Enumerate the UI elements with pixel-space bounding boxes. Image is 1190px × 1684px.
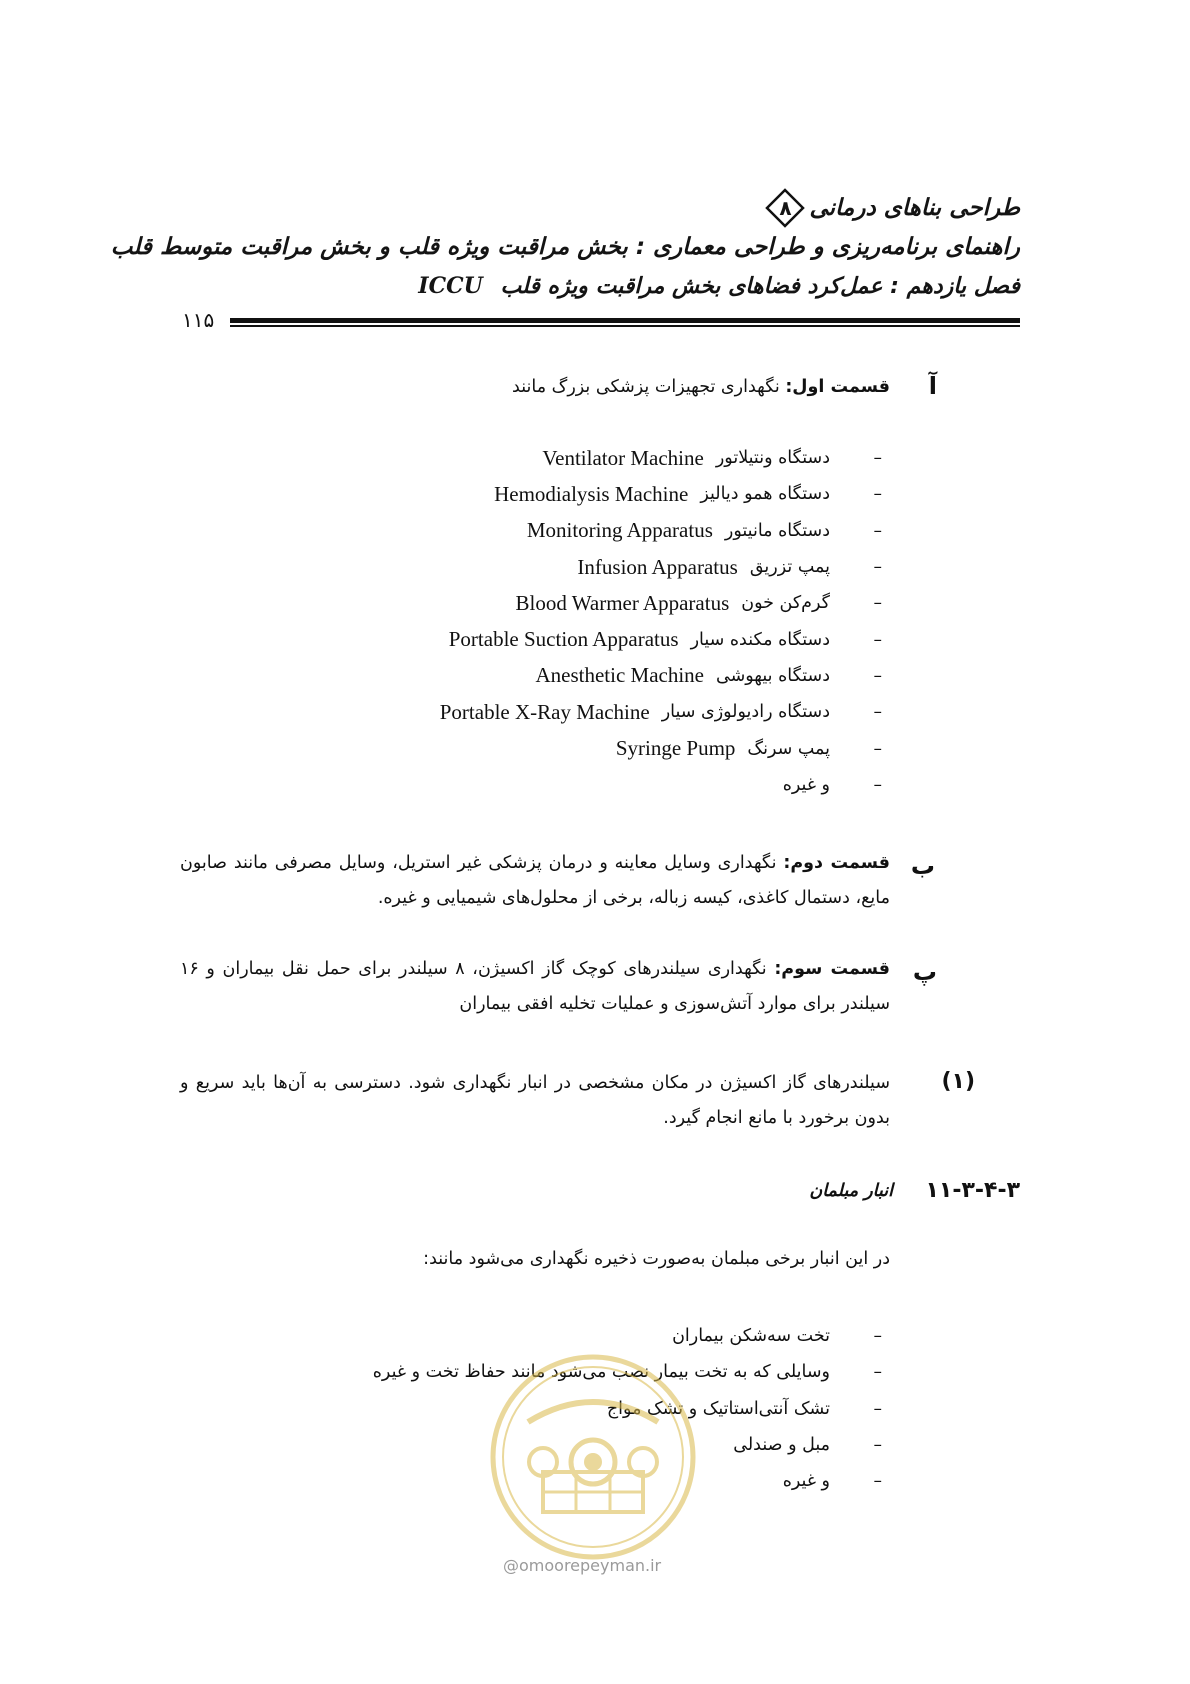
watermark-url: @omoorepeyman.ir [503, 1556, 662, 1575]
list-item [440, 767, 882, 803]
item-fa: مبل و صندلی [733, 1435, 830, 1456]
list-dash: – [873, 484, 882, 505]
part-a-text: نگهداری تجهیزات پزشکی بزرگ مانند [512, 377, 780, 397]
item-fa: گرم‌کن خون [741, 593, 830, 614]
book-title-text: طراحی بناهای درمانی [809, 195, 1020, 221]
item-fa: دستگاه ونتیلاتور [715, 448, 830, 469]
item-fa: پمپ تزریق [749, 557, 830, 578]
list-dash: – [873, 629, 882, 650]
list-dash: – [873, 774, 882, 795]
item-en: Ventilator Machine [542, 445, 704, 470]
list-dash: – [873, 520, 882, 541]
list-item [440, 621, 882, 657]
header-rule-thin [230, 325, 1020, 327]
item-fa: پمپ سرنگ [747, 738, 830, 759]
list-dash: – [873, 1326, 882, 1347]
list-item [440, 440, 882, 476]
header-rule [230, 318, 1020, 328]
item-fa: دستگاه مکنده سیار [690, 629, 830, 650]
list-dash: – [873, 1471, 882, 1492]
item-en: Syringe Pump [615, 736, 736, 761]
note-number: (۱) [941, 1069, 975, 1094]
part-a-heading [512, 377, 890, 397]
item-fa: دستگاه همو دیالیز [700, 484, 830, 505]
header-rule-thick [230, 318, 1020, 323]
list-dash: – [873, 593, 882, 614]
list-item [440, 730, 882, 766]
item-fa: دستگاه مانیتور [724, 520, 830, 541]
list-dash: – [873, 665, 882, 686]
item-en: Portable X-Ray Machine [439, 699, 650, 724]
chapter-title-text: فصل یازدهم : عمل‌کرد فضاهای بخش مراقبت ویژه قلب [500, 274, 1020, 299]
list-item [373, 1318, 882, 1354]
chapter-latin-tag: ICCU [418, 273, 483, 299]
header-subtitle: راهنمای برنامه‌ریزی و طراحی معماری : بخش مراقبت ویژه قلب و بخش مراقبت متوسط قلب [110, 234, 1020, 260]
volume-number: ۸ [779, 196, 792, 220]
list-dash: – [873, 1398, 882, 1419]
item-fa: دستگاه رادیولوژی سیار [661, 702, 830, 723]
section-title: انبار مبلمان [809, 1181, 893, 1201]
part-p-paragraph [180, 952, 890, 1022]
list-dash: – [873, 557, 882, 578]
item-en: Blood Warmer Apparatus [515, 590, 730, 615]
list-item [439, 694, 882, 730]
part-b-lead: قسمت دوم: [783, 853, 890, 873]
list-item [440, 476, 882, 512]
book-title [765, 188, 1020, 228]
item-en: Portable Suction Apparatus [448, 627, 679, 652]
part-b-text: نگهداری وسایل معاینه و درمان پزشکی غیر استریل، وسایل مصرفی مانند صابون مایع، دستمال کاغذی، کیسه زباله، برخی از محلول‌های شیمیایی و غیره. [180, 853, 890, 908]
item-en: Infusion Apparatus [577, 554, 738, 579]
list-item [440, 658, 882, 694]
section-number: ۱۱-۳-۴-۳ [925, 1178, 1020, 1203]
item-fa: و غیره [782, 1471, 830, 1492]
list-item [440, 549, 882, 585]
part-b-paragraph [180, 846, 890, 916]
part-a-letter: آ [928, 372, 937, 400]
item-en: Anesthetic Machine [535, 663, 705, 688]
volume-badge [765, 188, 805, 228]
part-a-lead: قسمت اول: [785, 377, 890, 397]
part-p-letter: پ [912, 958, 937, 986]
list-dash: – [873, 1435, 882, 1456]
page-number: ۱۱۵ [182, 308, 215, 332]
item-fa: دستگاه بیهوشی [716, 665, 830, 686]
equipment-list [439, 440, 882, 803]
section-intro: در این انبار برخی مبلمان به‌صورت ذخیره نگهداری می‌شود مانند: [423, 1249, 890, 1269]
list-dash: – [873, 1362, 882, 1383]
part-b-letter: ب [910, 852, 935, 880]
item-en: Hemodialysis Machine [494, 481, 689, 506]
item-fa: و غیره [782, 774, 830, 795]
list-dash: – [873, 702, 882, 723]
part-p-lead: قسمت سوم: [774, 959, 890, 979]
item-en: Monitoring Apparatus [526, 518, 713, 543]
item-fa: تخت سه‌شکن بیماران [672, 1326, 830, 1347]
list-dash: – [873, 448, 882, 469]
item-fa: وسایلی که به تخت بیمار نصب می‌شود مانند حفاظ تخت و غیره [372, 1362, 830, 1383]
list-item [440, 513, 882, 549]
list-item [440, 585, 882, 621]
chapter-title [418, 273, 1020, 299]
watermark-logo [488, 1352, 698, 1562]
list-dash: – [873, 738, 882, 759]
note-paragraph: سیلندرهای گاز اکسیژن در مکان مشخصی در انبار نگهداری شود. دسترسی به آن‌ها باید سریع و بدون برخورد با مانع انجام گیرد. [180, 1073, 890, 1128]
part-p-text: نگهداری سیلندرهای کوچک گاز اکسیژن، ۸ سیلندر برای حمل نقل بیماران و ۱۶ سیلندر برای موارد آتش‌سوزی و عملیات تخلیه افقی بیماران [180, 959, 890, 1014]
item-fa: تشک آنتی‌استاتیک و تشک مواج [606, 1398, 830, 1419]
